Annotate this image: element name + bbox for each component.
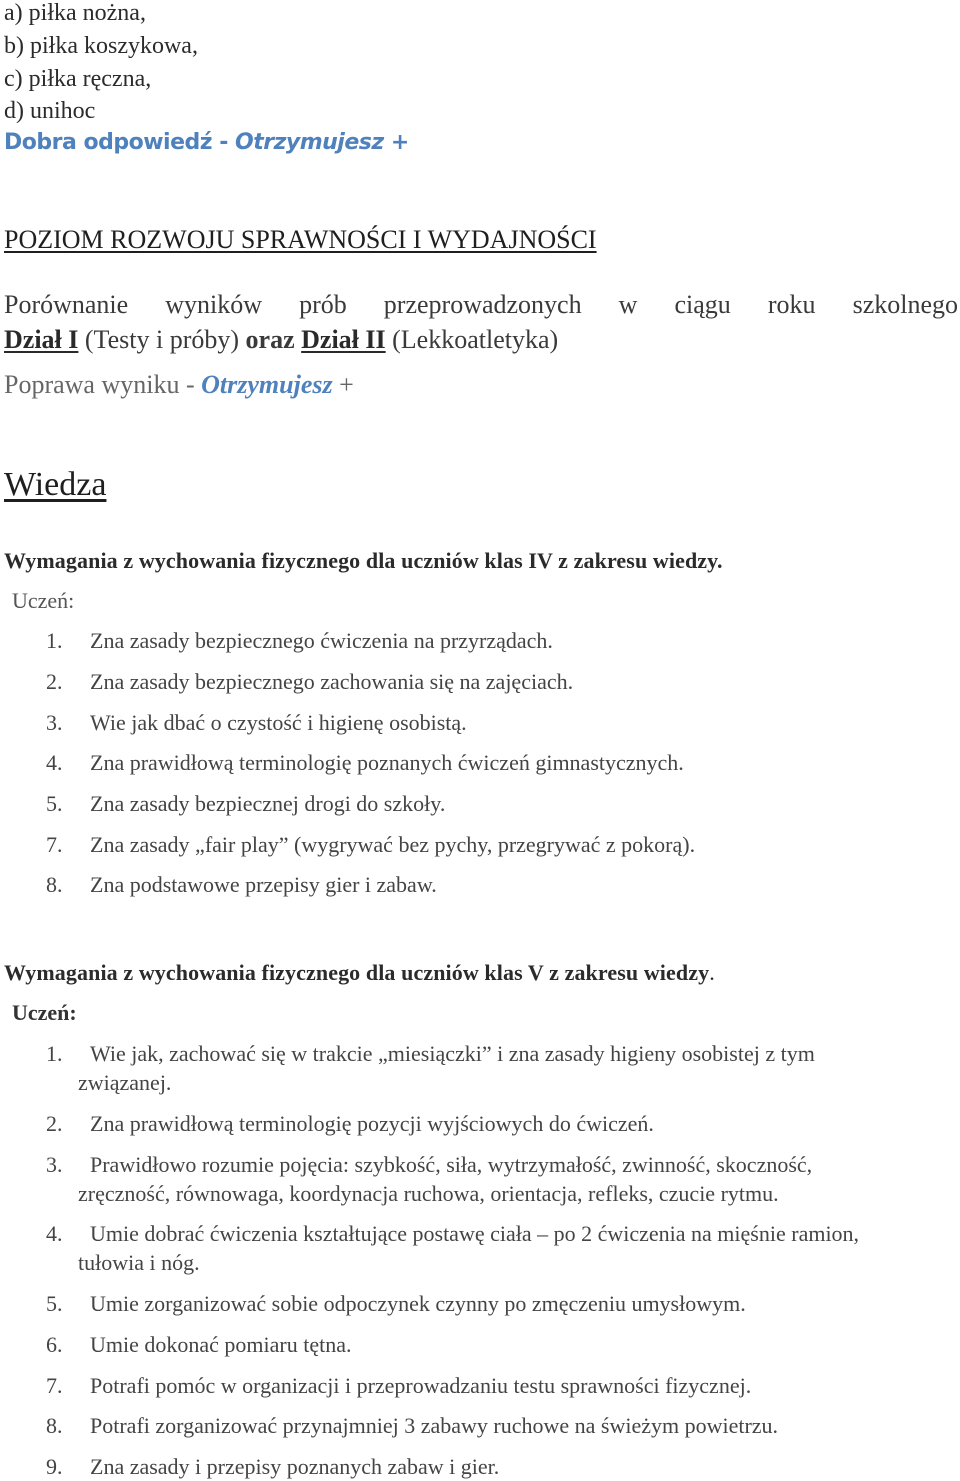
class5-item: [0, 1041, 960, 1101]
item-text: Umie zorganizować sobie odpoczynek czynny po zmęczeniu umysłowym.: [90, 1291, 746, 1316]
answer-option-d: d) unihoc: [4, 98, 96, 124]
class5-item: [0, 1221, 960, 1281]
item-text: Zna zasady bezpiecznego zachowania się na zajęciach.: [90, 669, 574, 694]
section-title: POZIOM ROZWOJU SPRAWNOŚCI I WYDAJNOŚCI: [4, 225, 597, 254]
class5-item: [0, 1152, 960, 1212]
item-text: Potrafi zorganizować przynajmniej 3 zabawy ruchowe na świeżym powietrzu.: [90, 1413, 779, 1438]
item-text: Zna zasady „fair play” (wygrywać bez pychy, przegrywać z pokorą).: [90, 832, 696, 857]
answer-option-a: a) piłka nożna,: [4, 0, 146, 26]
item-number: 6.: [46, 1332, 63, 1357]
item-number: 1.: [46, 628, 63, 653]
dzial-2-label: Dział II: [301, 325, 386, 354]
comparison-line: Porównanie wyników prób przeprowadzonych w ciągu roku szkolnego: [4, 290, 958, 319]
class5-student-label: Uczeń:: [12, 1000, 77, 1025]
item-text-continuation: związanej.: [78, 1070, 172, 1095]
improvement-plus: +: [332, 370, 354, 399]
item-number: 8.: [46, 1413, 63, 1438]
class5-heading: [4, 960, 715, 986]
dzial-line: [4, 325, 558, 355]
dzial-1-label: Dział I: [4, 325, 79, 354]
item-text: Potrafi pomóc w organizacji i przeprowadzaniu testu sprawności fizycznej.: [90, 1373, 752, 1398]
item-text-continuation: zręczność, równowaga, koordynacja ruchowa, orientacja, refleks, czucie rytmu.: [78, 1181, 779, 1206]
item-number: 4.: [46, 750, 63, 775]
dzial-oraz: oraz: [245, 325, 295, 354]
class5-heading-text: Wymagania z wychowania fizycznego dla uczniów klas V z zakresu wiedzy: [4, 960, 710, 985]
improvement-reward: Otrzymujesz: [201, 370, 333, 399]
class5-heading-dot: .: [709, 960, 715, 985]
item-number: 5.: [46, 791, 63, 816]
good-answer-label: Dobra odpowiedź -: [4, 130, 235, 155]
item-text: Prawidłowo rozumie pojęcia: szybkość, siła, wytrzymałość, zwinność, skoczność,: [90, 1152, 813, 1177]
item-text: Umie dokonać pomiaru tętna.: [90, 1332, 352, 1357]
item-text: Umie dobrać ćwiczenia kształtujące postawę ciała – po 2 ćwiczenia na mięśnie ramion,: [90, 1221, 860, 1246]
item-text: Zna podstawowe przepisy gier i zabaw.: [90, 872, 437, 897]
item-text: Zna prawidłową terminologię poznanych ćwiczeń gimnastycznych.: [90, 750, 684, 775]
item-number: 2.: [46, 669, 63, 694]
item-number: 2.: [46, 1111, 63, 1136]
dzial-1-desc: (Testy i próby): [78, 325, 246, 354]
item-number: 1.: [46, 1041, 63, 1066]
item-text: Wie jak, zachować się w trakcie „miesiączki” i zna zasady higieny osobistej z tym: [90, 1041, 815, 1066]
item-number: 4.: [46, 1221, 63, 1246]
good-answer-reward: Otrzymujesz +: [235, 130, 409, 155]
item-text: Zna prawidłową terminologię pozycji wyjściowych do ćwiczeń.: [90, 1111, 654, 1136]
item-number: 7.: [46, 1373, 63, 1398]
item-number: 3.: [46, 710, 63, 735]
item-text-continuation: tułowia i nóg.: [78, 1250, 200, 1275]
item-text: Zna zasady bezpiecznej drogi do szkoły.: [90, 791, 446, 816]
class4-student-label: Uczeń:: [12, 588, 75, 613]
item-text: Zna zasady i przepisy poznanych zabaw i gier.: [90, 1454, 500, 1479]
knowledge-title: Wiedza: [4, 466, 107, 503]
improvement-line: [4, 370, 354, 400]
answer-option-b: b) piłka koszykowa,: [4, 33, 198, 59]
item-number: 3.: [46, 1152, 63, 1177]
answer-option-c: c) piłka ręczna,: [4, 66, 152, 92]
dzial-2-desc: (Lekkoatletyka): [385, 325, 559, 354]
item-number: 9.: [46, 1454, 63, 1479]
item-number: 8.: [46, 872, 63, 897]
item-number: 5.: [46, 1291, 63, 1316]
good-answer-line: [4, 130, 409, 155]
item-number: 7.: [46, 832, 63, 857]
class4-heading: Wymagania z wychowania fizycznego dla uczniów klas IV z zakresu wiedzy.: [4, 548, 723, 573]
item-text: Zna zasady bezpiecznego ćwiczenia na przyrządach.: [90, 628, 553, 653]
item-text: Wie jak dbać o czystość i higienę osobistą.: [90, 710, 467, 735]
improvement-label: Poprawa wyniku -: [4, 370, 202, 399]
